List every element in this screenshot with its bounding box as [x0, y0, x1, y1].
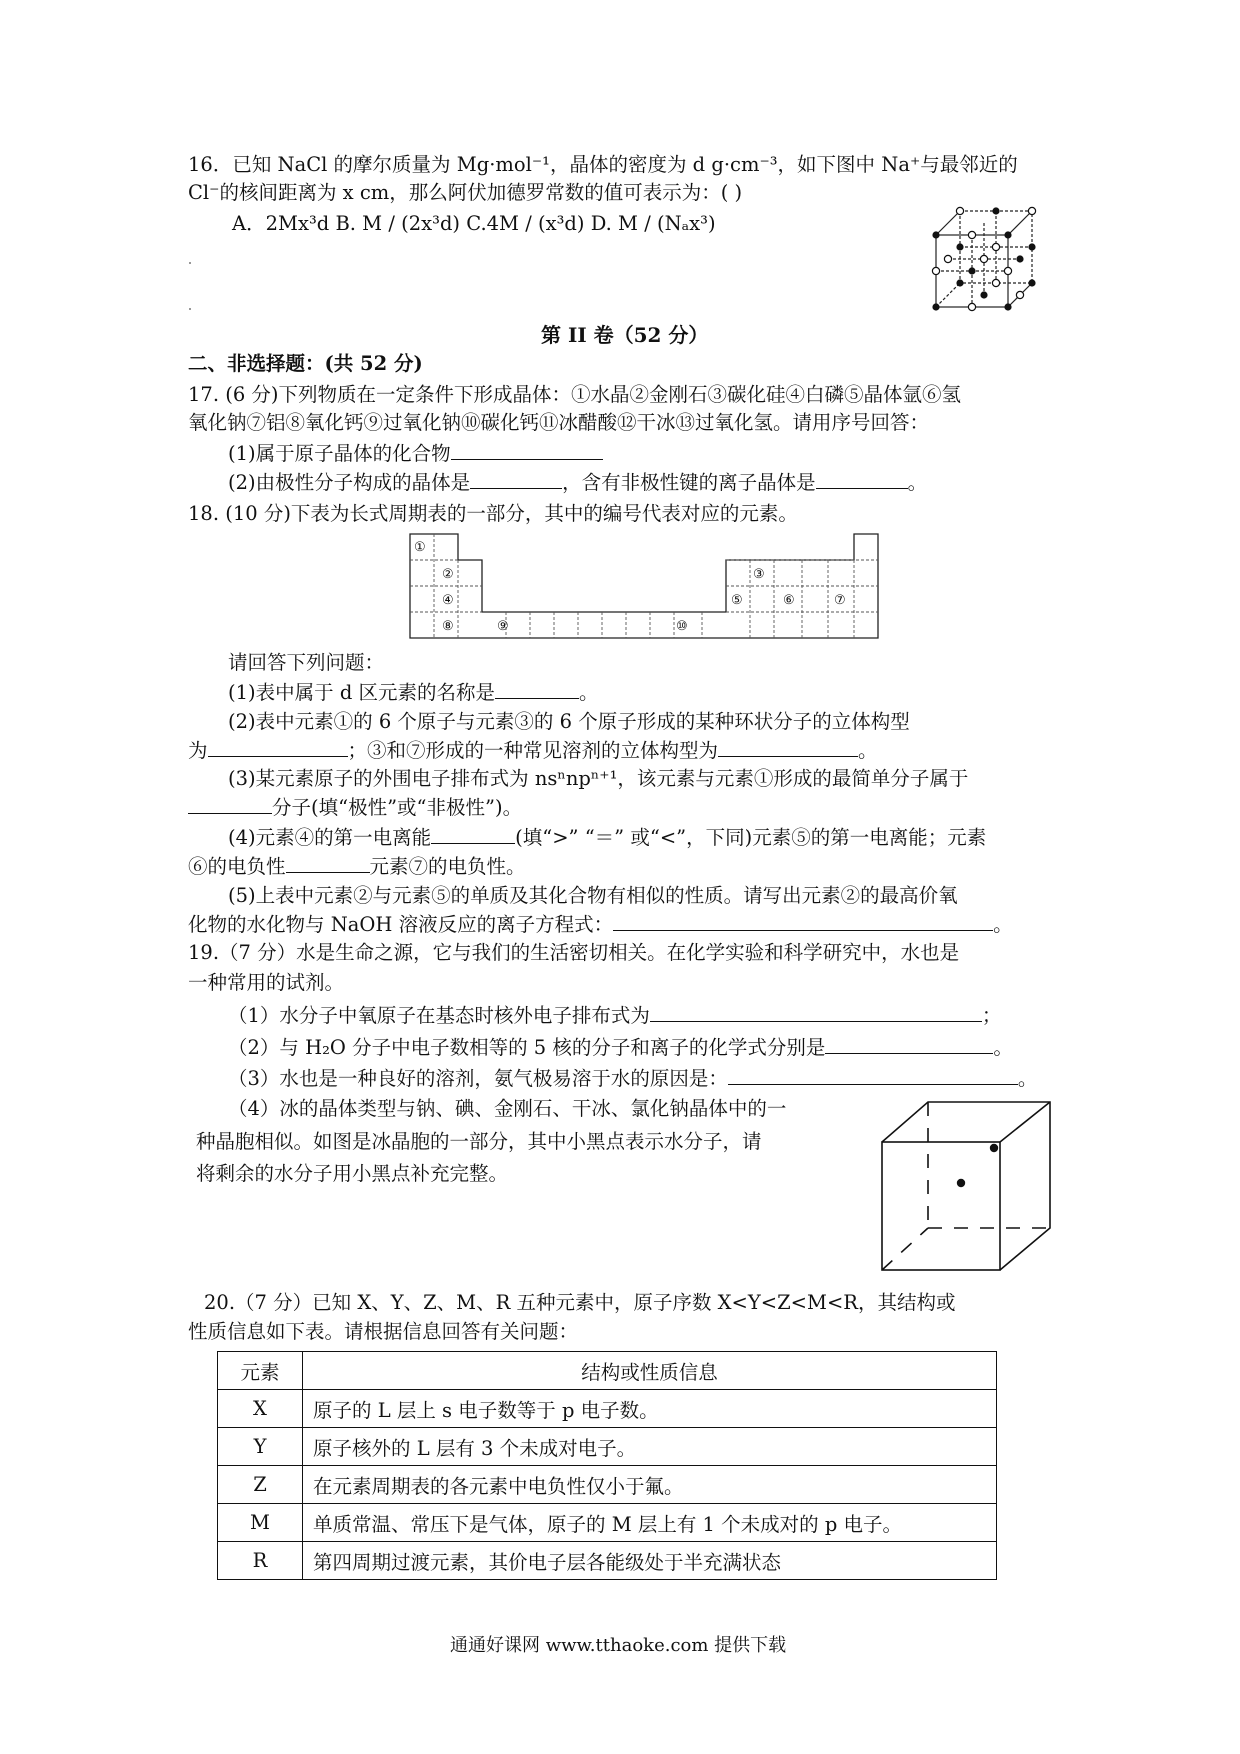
scan-speck — [189, 262, 191, 264]
q17-line2: 氧化钠⑦铝⑧氧化钙⑨过氧化钠⑩碳化钙⑪冰醋酸⑫干冰⑬过氧化氢。请用序号回答： — [188, 411, 930, 434]
q18-s2-line1: (2)表中元素①的 6 个原子与元素③的 6 个原子形成的某种环状分子的立体构型 — [228, 710, 910, 733]
answer-blank[interactable] — [286, 854, 370, 873]
q16-line1: 16．已知 NaCl 的摩尔质量为 Mg·mol⁻¹，晶体的密度为 d g·cm⁻³，如下图中 Na⁺与最邻近的 — [188, 153, 1018, 176]
answer-blank[interactable] — [825, 1035, 993, 1054]
table-header-row — [218, 1352, 997, 1390]
answer-blank[interactable] — [728, 1066, 1018, 1085]
answer-blank[interactable] — [208, 738, 348, 757]
table-row — [218, 1428, 997, 1466]
q18-line1: 18. (10 分)下表为长式周期表的一部分，其中的编号代表对应的元素。 — [188, 502, 798, 525]
q19-s4-line3: 将剩余的水分子用小黑点补充完整。 — [196, 1162, 509, 1185]
answer-blank[interactable] — [816, 470, 908, 489]
pt-label-3: ③ — [753, 567, 765, 582]
q18-s5-line1: (5)上表中元素②与元素⑤的单质及其化合物有相似的性质。请写出元素②的最高价氧 — [228, 884, 958, 907]
q16-line2: Cl⁻的核间距离为 x cm，那么阿伏加德罗常数的值可表示为：( ) — [188, 181, 743, 204]
pt-label-2: ② — [442, 567, 454, 582]
section-heading: 二、非选择题：(共 52 分) — [188, 352, 423, 375]
header-element: 元素 — [218, 1352, 303, 1390]
table-row — [218, 1466, 997, 1504]
header-info: 结构或性质信息 — [303, 1352, 997, 1390]
nacl-lattice-diagram — [930, 205, 1040, 315]
q18-s4-line1: (4)元素④的第一电离能 (填“>” “＝” 或“<”，下同)元素⑤的第一电离能；元素 — [228, 826, 987, 849]
row-info: 单质常温、常压下是气体，原子的 M 层上有 1 个未成对的 p 电子。 — [303, 1504, 997, 1542]
row-element: R — [218, 1542, 303, 1580]
row-info: 原子核外的 L 层有 3 个未成对电子。 — [303, 1428, 997, 1466]
q20-line1: 20.（7 分）已知 X、Y、Z、M、R 五种元素中，原子序数 X<Y<Z<M<R，其结构或 — [204, 1291, 956, 1314]
pt-label-1: ① — [414, 540, 426, 555]
row-info: 在元素周期表的各元素中电负性仅小于氟。 — [303, 1466, 997, 1504]
answer-blank[interactable] — [431, 825, 515, 844]
answer-blank[interactable] — [470, 470, 562, 489]
table-row — [218, 1390, 997, 1428]
row-element: M — [218, 1504, 303, 1542]
pt-label-9: ⑨ — [497, 619, 509, 634]
row-info: 原子的 L 层上 s 电子数等于 p 电子数。 — [303, 1390, 997, 1428]
q17-line1: 17. (6 分)下列物质在一定条件下形成晶体：①水晶②金刚石③碳化硅④白磷⑤晶体氩⑥氢 — [188, 383, 962, 406]
q17-sub1: (1)属于原子晶体的化合物 — [228, 441, 603, 466]
answer-blank[interactable] — [495, 680, 579, 699]
q18-s2-line2: 为 ；③和⑦形成的一种常见溶剂的立体构型为 。 — [188, 739, 878, 762]
q18-s1: (1)表中属于 d 区元素的名称是 。 — [228, 681, 599, 704]
q20-line2: 性质信息如下表。请根据信息回答有关问题： — [188, 1320, 579, 1343]
table-row — [218, 1504, 997, 1542]
q18-s5-line2: 化物的水化物与 NaOH 溶液反应的离子方程式： 。 — [188, 913, 1013, 936]
q19-line1: 19.（7 分）水是生命之源，它与我们的生活密切相关。在化学实验和科学研究中，水也是 — [188, 941, 960, 964]
answer-blank[interactable] — [451, 441, 603, 460]
pt-label-7: ⑦ — [834, 593, 846, 608]
q16-options: A．2Mx³d B. M / (2x³d) C.4M / (x³d) D. M / (Nₐx³) — [232, 212, 716, 235]
ice-unit-cell-diagram — [878, 1098, 1058, 1274]
q19-line2: 一种常用的试剂。 — [188, 971, 345, 994]
row-element: Z — [218, 1466, 303, 1504]
answer-blank[interactable] — [613, 912, 993, 931]
answer-blank[interactable] — [650, 1003, 982, 1022]
scan-speck — [189, 308, 191, 310]
periodic-table-fragment — [408, 532, 880, 642]
footer-credit: 通通好课网 www.tthaoke.com 提供下载 — [450, 1635, 787, 1656]
pt-label-10: ⑩ — [676, 619, 688, 634]
row-element: Y — [218, 1428, 303, 1466]
water-molecule-dot — [957, 1179, 965, 1187]
q19-s4-line2: 种晶胞相似。如图是冰晶胞的一部分，其中小黑点表示水分子，请 — [196, 1130, 762, 1153]
pt-label-4: ④ — [442, 593, 454, 608]
answer-blank[interactable] — [188, 795, 272, 814]
answer-blank[interactable] — [718, 738, 858, 757]
table-row — [218, 1542, 997, 1580]
q19-s2: （2）与 H₂O 分子中电子数相等的 5 核的分子和离子的化学式分别是 。 — [228, 1036, 1013, 1059]
q18-s3-line1: (3)某元素原子的外围电子排布式为 nsⁿnpⁿ⁺¹，该元素与元素①形成的最简单分子属于 — [228, 767, 969, 790]
q17-sub2: (2)由极性分子构成的晶体是 ，含有非极性键的离子晶体是 。 — [228, 471, 928, 494]
q19-s4-line1: （4）冰的晶体类型与钠、碘、金刚石、干冰、氯化钠晶体中的一 — [228, 1097, 787, 1120]
element-info-table — [217, 1351, 997, 1580]
q18-s4-line2: ⑥的电负性 元素⑦的电负性。 — [188, 855, 526, 878]
q19-s3: （3）水也是一种良好的溶剂，氨气极易溶于水的原因是： 。 — [228, 1067, 1038, 1090]
water-molecule-dot — [990, 1144, 998, 1152]
pt-label-5: ⑤ — [731, 593, 743, 608]
pt-label-6: ⑥ — [783, 593, 795, 608]
section-title: 第 II 卷（52 分） — [541, 323, 709, 347]
row-element: X — [218, 1390, 303, 1428]
pt-label-8: ⑧ — [442, 619, 454, 634]
row-info: 第四周期过渡元素，其价电子层各能级处于半充满状态 — [303, 1542, 997, 1580]
q18-prompt: 请回答下列问题： — [228, 651, 385, 674]
q18-s3-line2: 分子(填“极性”或“非极性”)。 — [188, 795, 522, 820]
q19-s1: （1）水分子中氧原子在基态时核外电子排布式为 ； — [228, 1004, 1002, 1027]
